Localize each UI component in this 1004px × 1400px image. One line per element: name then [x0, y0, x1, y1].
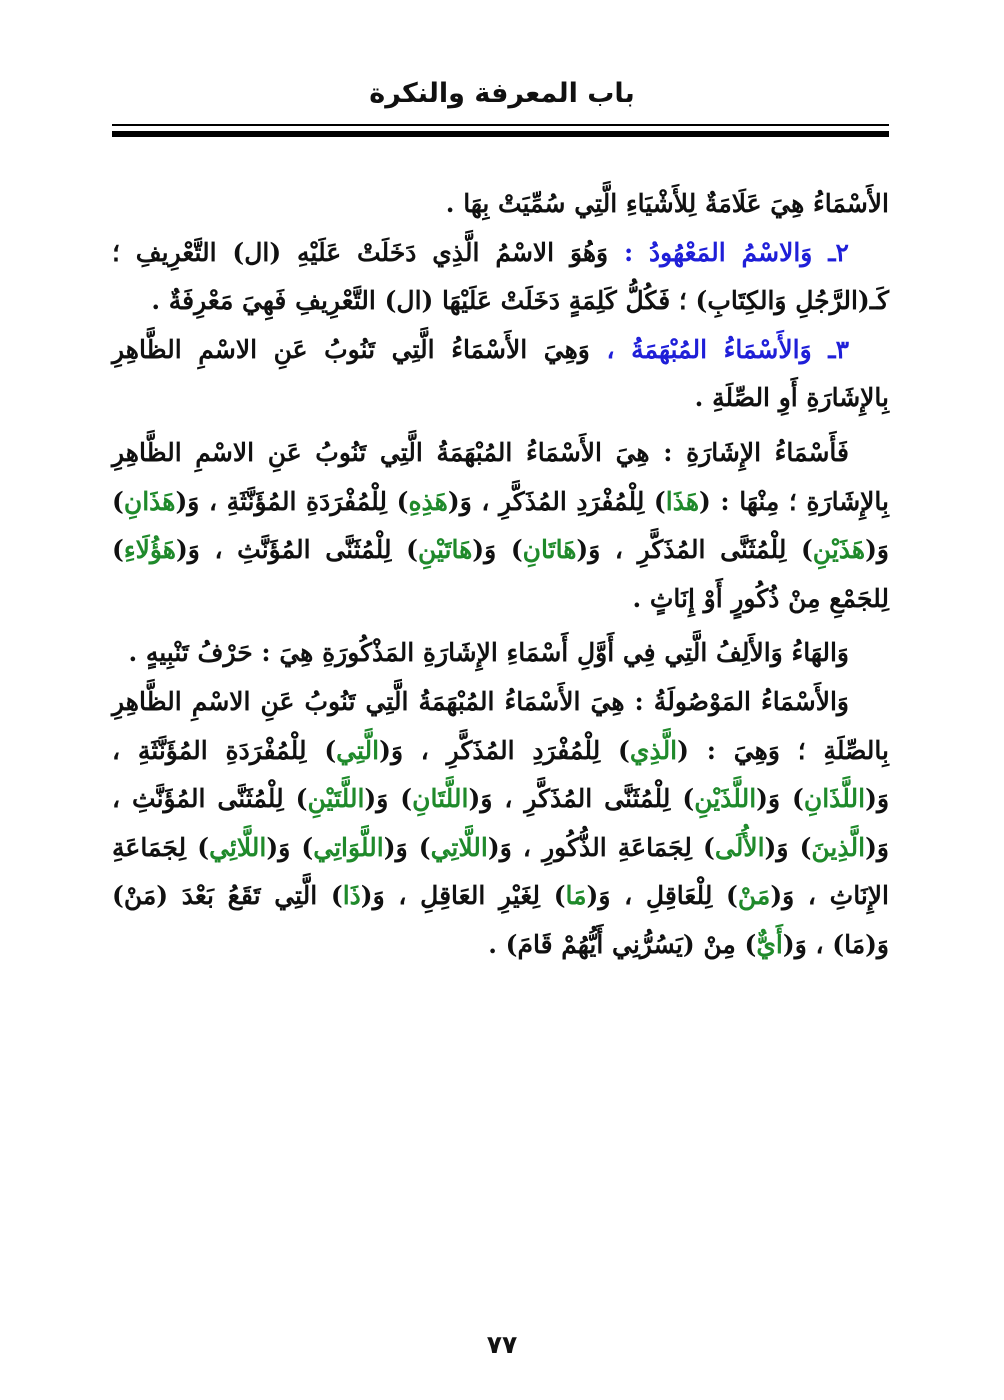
paragraph-3-text: وَهِيَ الأَسْمَاءُ الَّتِي تَنُوبُ عَنِ الاسْمِ الظَّاهِرِ بِالإِشَارَةِ أَوِ الصِّلَةِ . — [112, 334, 889, 413]
text-run: ) لِغَيْرِ العَاقِلِ ، وَ( — [360, 881, 566, 911]
relative-term: اللَّاتِي — [430, 832, 488, 862]
text-run: ) لِلْمُفْرَدِ المُذَكَّرِ ، وَ( — [379, 735, 630, 765]
relative-term: الَّذِينَ — [811, 832, 866, 862]
relative-term: مَا — [565, 881, 587, 911]
text-run: ) لِلجَمْعِ مِنْ ذُكُورٍ أَوْ إِنَاثٍ . — [112, 535, 889, 613]
demonstrative-term: هَذِهِ — [408, 486, 448, 516]
paragraph-2-text: وَهُوَ الاسْمُ الَّذِي دَخَلَتْ عَلَيْهِ (ال) التَّعْرِيفِ ؛ كَـ(الرَّجُلِ وَالكِتَابِ) ؛ فَكُلُّ كَلِمَةٍ دَخَلَتْ عَلَيْهَا (ال) التَّعْرِيفِ فَهِيَ مَعْرِفَةٌ . — [112, 237, 889, 316]
text-run: ) لِجَمَاعَةِ الإِنَاثِ ، وَ( — [112, 832, 889, 911]
paragraph-tanbih: وَالهَاءُ وَالأَلِفُ الَّتِي فِي أَوَّلِ أَسْمَاءِ الإِشَارَةِ المَذْكُورَةِ هِيَ : حَرْفُ تَنْبِيهٍ . — [128, 638, 849, 668]
text-run: ) لِلْمُثَنَّى المُذَكَّرِ ، وَ( — [468, 784, 695, 814]
relative-term: الَّذِي — [629, 735, 678, 765]
relative-term: اللَّتَانِ — [412, 784, 469, 814]
paragraph-2 — [112, 229, 889, 326]
relative-term: اللَّوَاتِي — [313, 832, 384, 862]
text-run: ) لِلْمُثَنَّى المُؤَنَّثِ ، وَ( — [112, 784, 889, 862]
paragraph-1: الأَسْمَاءُ هِيَ عَلَامَةٌ لِلأَشْيَاءِ الَّتِي سُمِّيَتْ بِهَا . — [445, 189, 889, 218]
text-run: ) لِلْمُثَنَّى المُذَكَّرِ ، وَ( — [576, 535, 813, 565]
text-run: ) لِلْمُثَنَّى المُؤَنَّثِ ، وَ( — [175, 535, 418, 565]
text-run: وَالأَسْمَاءُ المَوْصُولَةُ : هِيَ الأَسْمَاءُ المُبْهَمَةُ الَّتِي تَنُوبُ عَنِ الاسْمِ الظَّاهِرِ بِالصِّلَةِ ؛ وَهِيَ : ( — [112, 686, 889, 765]
demonstrative-term: هَذَيْنِ — [812, 535, 866, 565]
text-run: ) وَ( — [756, 784, 804, 814]
relative-term: ذَا — [342, 881, 361, 911]
demonstrative-term: هَاتَيْنِ — [417, 535, 473, 565]
text-run: ) لِلْعَاقِلِ ، وَ( — [586, 881, 738, 911]
relative-term: مَنْ — [737, 881, 771, 911]
demonstrative-term: هَذَا — [665, 486, 700, 516]
demonstrative-term: هَذَانِ — [123, 486, 176, 516]
text-run: ) لِجَمَاعَةِ الذُّكُورِ ، وَ( — [487, 832, 715, 862]
relative-term: اللَّائِي — [209, 832, 267, 862]
chapter-title: باب المعرفة والنكرة — [369, 78, 635, 109]
header-rule-thick — [112, 131, 889, 137]
relative-term: الأُلَى — [714, 832, 765, 862]
demonstrative-term: هَاتَانِ — [522, 535, 577, 565]
section-label-definite: ٢ـ وَالاسْمُ المَعْهُودُ : — [623, 237, 849, 267]
paragraph-3 — [112, 326, 889, 423]
text-run: ) لِلْمُفْرَدَةِ المُؤَنَّثَةِ ، وَ( — [112, 735, 890, 814]
body-text — [112, 180, 889, 970]
text-run: ) الَّتِي تَقَعُ بَعْدَ (مَنْ) وَ(مَا) ، وَ( — [112, 881, 889, 959]
text-run: ) لِلْمُفْرَدَةِ المُؤَنَّثَةِ ، وَ( — [175, 486, 409, 516]
demonstrative-term: هَؤُلَاءِ — [123, 535, 176, 565]
relative-term: الَّتِي — [336, 735, 380, 765]
relative-term: أَيٌّ — [756, 929, 783, 959]
text-run: ) وَ( — [266, 832, 314, 862]
paragraph-demonstratives — [112, 429, 889, 623]
text-run: فَأَسْمَاءُ الإِشَارَةِ : هِيَ الأَسْمَاءُ المُبْهَمَةُ الَّتِي تَنُوبُ عَنِ الاسْمِ الظَّاهِرِ بِالإِشَارَةِ ؛ مِنْهَا : ( — [112, 437, 889, 516]
text-run: ) وَ( — [364, 784, 413, 814]
relative-term: اللَّذَانِ — [803, 784, 866, 814]
text-run: ) وَ( — [472, 535, 523, 565]
text-run: ) وَ( — [764, 832, 812, 862]
text-run: ) لِلْمُفْرَدِ المُذَكَّرِ ، وَ( — [447, 486, 666, 516]
header-rule-thin — [112, 124, 889, 126]
text-run: ) وَ( — [112, 486, 889, 565]
relative-term: اللَّذَيْنِ — [694, 784, 757, 814]
section-label-ambiguous: ٣ـ وَالأَسْمَاءُ المُبْهَمَةُ ، — [606, 334, 849, 364]
text-run: ) وَ( — [383, 832, 431, 862]
relative-term: اللَّتَيْنِ — [307, 784, 365, 814]
text-run: ) مِنْ (يَسُرُّنِي أَيُّهُمْ قَامَ) . — [488, 929, 757, 959]
page-number: ٧٧ — [486, 1330, 518, 1359]
paragraph-relatives — [112, 678, 889, 970]
